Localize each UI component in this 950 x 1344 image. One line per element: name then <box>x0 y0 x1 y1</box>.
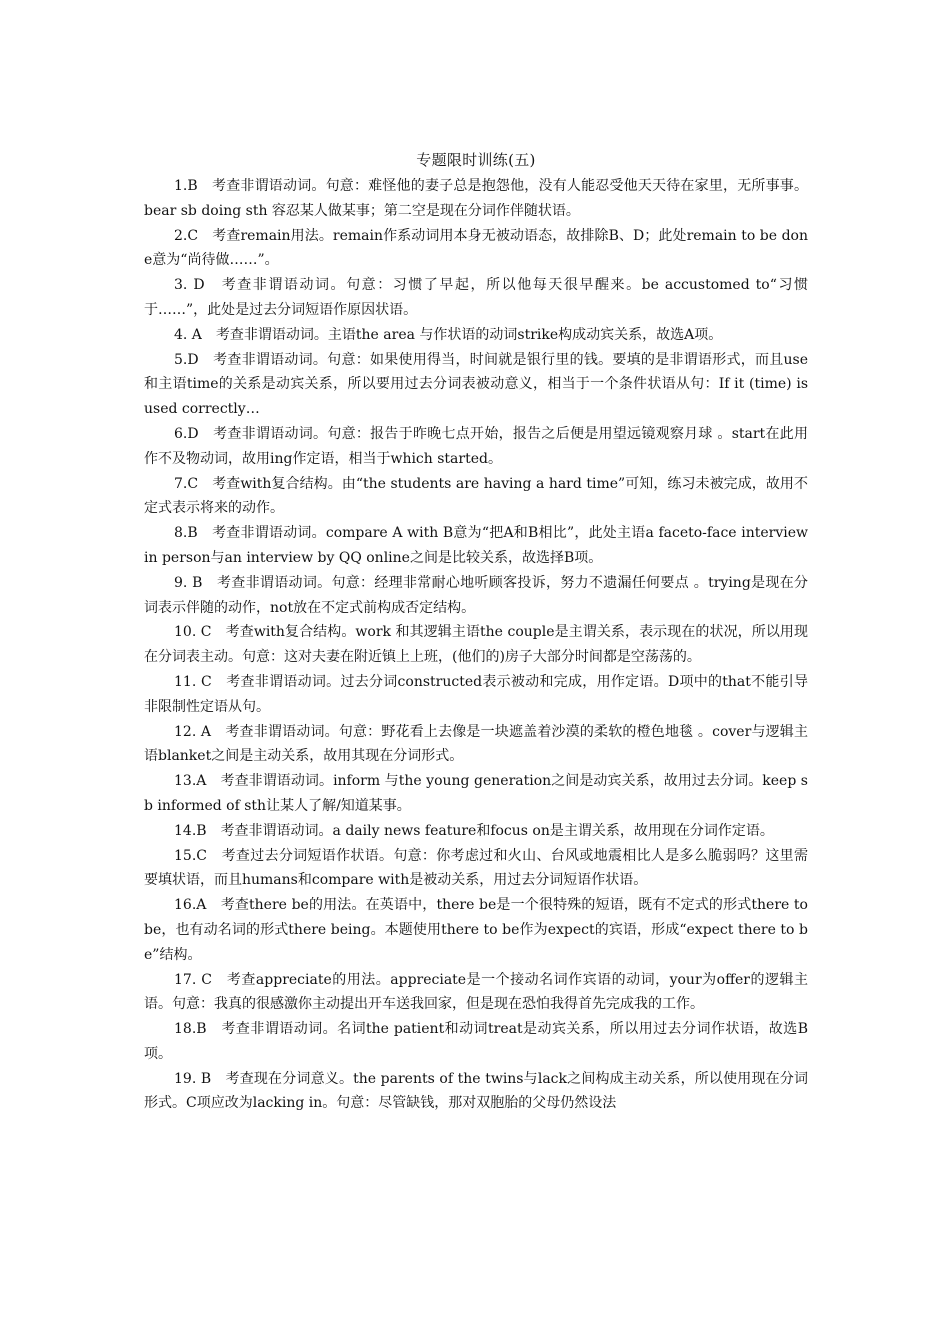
answer-item: 8.B 考查非谓语动词。compare A with B意为“把A和B相比”，此处主语a faceto-face interview in person与an interview by QQ online之间是比较关系，故选择B项。 <box>144 525 808 566</box>
answer-item: 2.C 考查remain用法。remain作系动词用本身无被动语态，故排除B、D；此处remain to be done意为“尚待做……”。 <box>144 227 808 269</box>
answer-item: 10. C 考查with复合结构。work 和其逻辑主语the couple是主谓关系，表示现在的状况，所以用现在分词表主动。句意：这对夫妻在附近镇上上班，(他们的)房子大部分时间都是空荡荡的。 <box>144 624 808 666</box>
answer-item: 17. C 考查appreciate的用法。appreciate是一个接动名词作宾语的动词，your为offer的逻辑主语。句意：我真的很感激你主动提出开车送我回家，但是现在恐怕我得首先完成我的工作。 <box>144 971 808 1013</box>
answer-item: 13.A 考查非谓语动词。inform 与the young generation之间是动宾关系，故用过去分词。keep sb informed of sth让某人了解/知道某事。 <box>144 773 808 814</box>
answer-item: 19. B 考查现在分词意义。the parents of the twins与lack之间构成主动关系，所以使用现在分词形式。C项应改为lacking in。句意：尽管缺钱，那对双胞胎的父母仍然设法 <box>144 1070 808 1112</box>
answer-item: 3. D 考查非谓语动词。句意：习惯了早起，所以他每天很早醒来。be accustomed to“习惯于……”，此处是过去分词短语作原因状语。 <box>144 277 808 318</box>
answer-item: 16.A 考查there be的用法。在英语中，there be是一个很特殊的短语，既有不定式的形式there to be，也有动名词的形式there being。本题使用there to be作为expect的宾语，形成“expect there to be”结构。 <box>144 897 808 963</box>
answer-list <box>144 174 808 1116</box>
answer-item: 14.B 考查非谓语动词。a daily news feature和focus on是主谓关系，故用现在分词作定语。 <box>174 822 774 839</box>
answer-item: 18.B 考查非谓语动词。名词the patient和动词treat是动宾关系，所以用过去分词作状语，故选B项。 <box>144 1021 808 1062</box>
answer-item: 6.D 考查非谓语动词。句意：报告于昨晚七点开始，报告之后便是用望远镜观察月球 。start在此用作不及物动词，故用ing作定语，相当于which started。 <box>144 425 808 467</box>
answer-item: 15.C 考查过去分词短语作状语。句意：你考虑过和火山、台风或地震相比人是多么脆弱吗？这里需要填状语，而且humans和compare with是被动关系，用过去分词短语作状语。 <box>144 847 808 889</box>
answer-item: 5.D 考查非谓语动词。句意：如果使用得当，时间就是银行里的钱。要填的是非谓语形式，而且use和主语time的关系是动宾关系，所以要用过去分词表被动意义，相当于一个条件状语从句：If it (time) is used correctly… <box>144 351 808 418</box>
page-title: 专题限时训练(五) <box>416 151 536 169</box>
answer-item: 12. A 考查非谓语动词。句意：野花看上去像是一块遮盖着沙漠的柔软的橙色地毯 。cover与逻辑主语blanket之间是主动关系，故用其现在分词形式。 <box>144 723 808 765</box>
answer-item: 1.B 考查非谓语动词。句意：难怪他的妻子总是抱怨他，没有人能忍受他天天待在家里，无所事事。bear sb doing sth 容忍某人做某事；第二空是现在分词作伴随状语。 <box>144 178 808 219</box>
answer-item: 7.C 考查with复合结构。由“the students are having a hard time”可知，练习未被完成，故用不定式表示将来的动作。 <box>144 475 808 517</box>
answer-item: 11. C 考查非谓语动词。过去分词constructed表示被动和完成，用作定语。D项中的that不能引导非限制性定语从句。 <box>144 673 808 715</box>
answer-item: 4. A 考查非谓语动词。主语the area 与作状语的动词strike构成动宾关系，故选A项。 <box>174 326 723 343</box>
answer-item: 9. B 考查非谓语动词。句意：经理非常耐心地听顾客投诉，努力不遗漏任何要点 。trying是现在分词表示伴随的动作，not放在不定式前构成否定结构。 <box>144 574 808 616</box>
answer-document <box>144 148 808 1116</box>
